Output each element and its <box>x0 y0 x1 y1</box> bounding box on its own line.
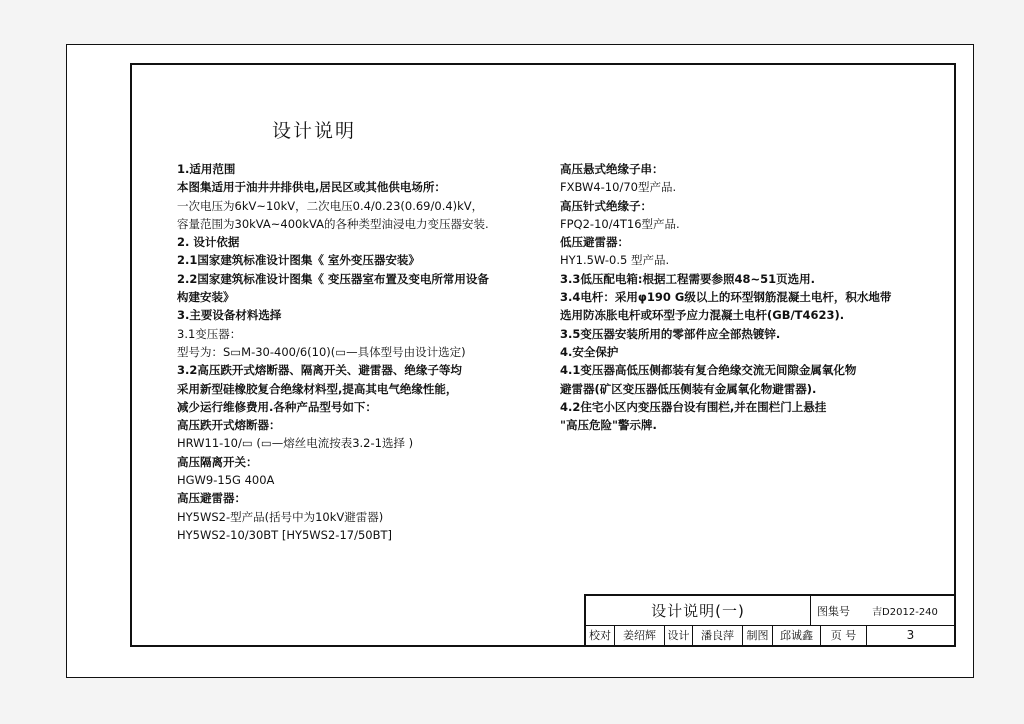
text-line: 2.2国家建筑标准设计图集《 变压器室布置及变电所常用设备 <box>177 271 489 286</box>
text-line: 型号为：S▭M-30-400/6(10)(▭—具体型号由设计选定) <box>177 344 466 359</box>
design-label: 设计 <box>664 625 692 645</box>
text-line: 1.适用范围 <box>177 162 236 176</box>
text-line: 选用防冻胀电杆或环型予应力混凝土电杆(GB/T4623). <box>560 308 845 323</box>
text-line: HY1.5W-0.5 型产品. <box>560 253 670 268</box>
designer-name: 潘良萍 <box>692 625 742 645</box>
text-line: 低压避雷器： <box>560 235 629 250</box>
text-line: HY5WS2-10/30BT [HY5WS2-17/50BT] <box>177 527 392 542</box>
atlas-number: 吉D2012-240 <box>872 607 938 618</box>
text-line: 容量范围为30kVA~400kVA的各种类型油浸电力变压器安装. <box>177 216 489 231</box>
text-line: FXBW4-10/70型产品. <box>560 180 677 195</box>
text-line: 3.3低压配电箱:根据工程需要参照48~51页选用. <box>560 271 815 286</box>
page-label: 页 号 <box>820 625 866 645</box>
text-line: 4.安全保护 <box>560 344 619 359</box>
left-text-column <box>177 160 489 544</box>
text-line: 高压针式绝缘子： <box>560 198 652 213</box>
right-text-column <box>560 160 891 434</box>
checker-name: 姜绍辉 <box>614 625 664 645</box>
text-line: 3.4电杆：采用φ190 G级以上的环型钢筋混凝土电杆，积水地带 <box>560 290 892 305</box>
text-line: 避雷器(矿区变压器低压侧装有金属氧化物避雷器). <box>560 381 817 396</box>
draw-label: 制图 <box>742 625 772 645</box>
text-line: 3.主要设备材料选择 <box>177 308 282 323</box>
check-label: 校对 <box>589 629 611 642</box>
drafter-name: 邱诚鑫 <box>772 625 820 645</box>
text-line: 3.1变压器： <box>177 326 242 341</box>
title-block <box>584 594 956 647</box>
text-line: 一次电压为6kV~10kV，二次电压0.4/0.23(0.69/0.4)kV， <box>177 198 484 213</box>
atlas-label: 图集号 <box>810 596 856 625</box>
text-line: "高压危险"警示牌. <box>560 418 657 433</box>
page-title: 设计说明 <box>272 120 357 142</box>
text-line: 高压跌开式熔断器： <box>177 418 281 433</box>
text-line: 本图集适用于油井井排供电,居民区或其他供电场所： <box>177 180 446 195</box>
text-line: 2. 设计依据 <box>177 235 240 250</box>
text-line: 高压悬式绝缘子串： <box>560 162 664 176</box>
text-line: 采用新型硅橡胶复合绝缘材料型,提高其电气绝缘性能， <box>177 381 458 396</box>
text-line: 高压避雷器： <box>177 491 246 506</box>
text-line: 减少运行维修费用.各种产品型号如下： <box>177 399 377 414</box>
text-line: 3.5变压器安装所用的零部件应全部热镀锌. <box>560 326 781 341</box>
text-line: 2.1国家建筑标准设计图集《 室外变压器安装》 <box>177 253 420 268</box>
text-line: 3.2高压跌开式熔断器、隔离开关、避雷器、绝缘子等均 <box>177 363 462 378</box>
text-line: HGW9-15G 400A <box>177 473 275 488</box>
title-block-row-2 <box>586 625 954 645</box>
text-line: 构建安装》 <box>177 290 235 305</box>
title-block-row-1 <box>586 596 954 626</box>
text-line: FPQ2-10/4T16型产品. <box>560 216 680 231</box>
text-line: HRW11-10/▭ (▭—熔丝电流按表3.2-1选择 ) <box>177 436 414 451</box>
text-line: HY5WS2-型产品(括号中为10kV避雷器) <box>177 509 384 524</box>
drawing-title: 设计说明(一) <box>651 602 745 620</box>
text-line: 高压隔离开关： <box>177 454 258 469</box>
text-line: 4.1变压器高低压侧都装有复合绝缘交流无间隙金属氧化物 <box>560 363 857 378</box>
page-number: 3 <box>866 625 954 645</box>
text-line: 4.2住宅小区内变压器台设有围栏,并在围栏门上悬挂 <box>560 399 827 414</box>
